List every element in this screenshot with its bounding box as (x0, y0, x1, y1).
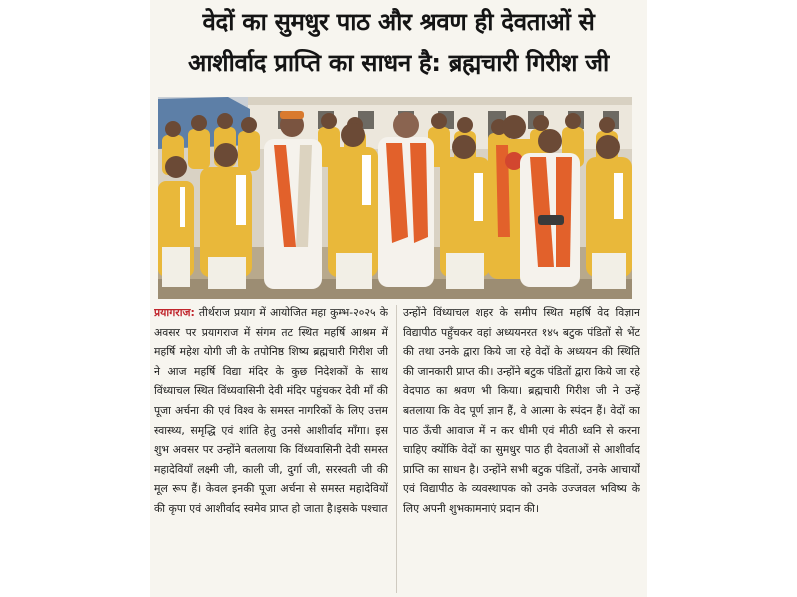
article-column-left (154, 303, 388, 595)
headline-line-1: वेदों का सुमधुर पाठ और श्रवण ही देवताओं से (202, 8, 595, 36)
article-column-right (403, 303, 640, 595)
headline-line-2: आशीर्वाद प्राप्ति का साधन है: ब्रह्मचारी गिरीश जी (188, 49, 609, 77)
news-photo (158, 97, 632, 299)
headline (150, 2, 647, 84)
newspaper-clipping (150, 0, 647, 597)
dateline: प्रयागराज: (154, 306, 195, 319)
column-divider (396, 305, 397, 593)
group-photo-illustration (158, 97, 632, 299)
article-body (154, 303, 640, 595)
right-column-text: उन्होंने विंध्याचल शहर के समीप स्थित महर्षि वेद विज्ञान विद्यापीठ पहुँचकर वहां अध्ययनरत १४५ बटुक पंडितों से भेंट की तथा उनके द्वारा किये जा रहे वेदों के अध्ययन की स्थिति की जानकारी प्राप्त की। उन्होंने बटुक पंडितों द्वारा किये जा रहे वेदपाठ का श्रवण भी किया। ब्रह्मचारी गिरीश जी ने उन्हें बतलाया कि वेद पूर्ण ज्ञान हैं, वे आत्मा के स्पंदन हैं। वेदों का पाठ ऊँची आवाज में न कर धीमी एवं मीठी ध्वनि से करना चाहिए क्योंकि वेदों का सुमधुर पाठ ही देवताओं से आशीर्वाद प्राप्ति का साधन है। उन्होंने सभी बटुक पंडितों, उनके आचार्यों एवं विद्यापीठ के व्यवस्थापक को उनके उज्जवल भविष्य के लिए अपनी शुभकामनाएं प्रदान की। (403, 306, 640, 515)
left-column-text: तीर्थराज प्रयाग में आयोजित महा कुम्भ-२०२५ के अवसर पर प्रयागराज में संगम तट स्थित महर्षि आश्रम में महर्षि महेश योगी जी के तपोनिष्ठ शिष्य ब्रह्मचारी गिरीश जी ने आज महर्षि विद्या मंदिर के कुछ निदेशकों के साथ विंध्याचल स्थित विंध्यवासिनी देवी मंदिर पहुंचकर देवी माँ की पूजा अर्चना की एवं विश्व के समस्त नागरिकों के लिए उत्तम स्वास्थ्य, समृद्धि एवं शांति हेतु उनसे आशीर्वाद माँगा। इस शुभ अवसर पर उन्होंने बतलाया कि विंध्यवासिनी देवी समस्त महादेवियाँ लक्ष्मी जी, काली जी, दुर्गा जी, सरस्वती जी की मूल रूप हैं। केवल इनकी पूजा अर्चना से समस्त महादेवियों की कृपा एवं आशीर्वाद स्वमेव प्राप्त हो जाता है।इसके पश्चात (154, 306, 388, 515)
